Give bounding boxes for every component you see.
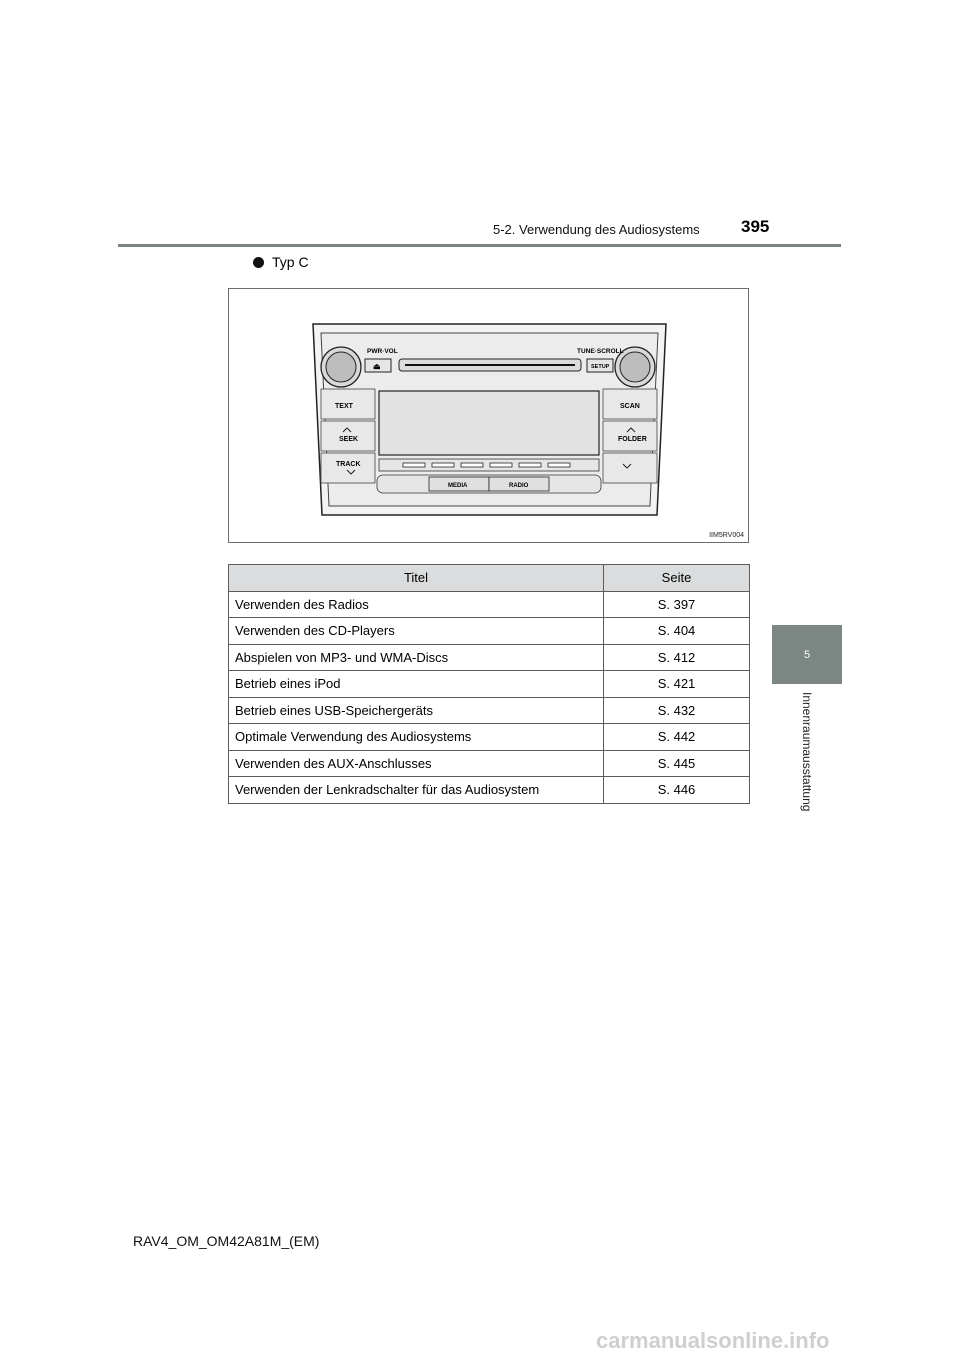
row-page: S. 397 xyxy=(604,591,750,618)
table-header-row xyxy=(229,565,750,592)
column-header-title: Titel xyxy=(229,565,604,592)
pwr-vol-knob[interactable] xyxy=(326,352,356,382)
display-screen xyxy=(379,391,599,455)
row-title: Betrieb eines USB-Speichergeräts xyxy=(229,697,604,724)
chapter-label: Innenraumausstattung xyxy=(800,692,814,812)
table-row xyxy=(229,777,750,804)
column-header-page: Seite xyxy=(604,565,750,592)
figure-code: IIM5RV004 xyxy=(709,532,744,539)
track-label: TRACK xyxy=(336,461,361,468)
pwr-vol-label: PWR·VOL xyxy=(367,348,398,355)
track-button[interactable] xyxy=(321,453,375,483)
row-title: Verwenden der Lenkradschalter für das Audiosystem xyxy=(229,777,604,804)
preset-button-5[interactable] xyxy=(519,463,541,467)
down-button[interactable] xyxy=(603,453,657,483)
document-code: RAV4_OM_OM42A81M_(EM) xyxy=(133,1233,320,1249)
audio-unit-illustration xyxy=(229,289,748,542)
header-divider xyxy=(118,244,841,247)
row-page: S. 432 xyxy=(604,697,750,724)
bullet-label: Typ C xyxy=(272,254,309,270)
chapter-tab: 5 xyxy=(772,625,842,684)
section-title: 5-2. Verwendung des Audiosystems xyxy=(493,222,700,237)
table-row xyxy=(229,618,750,645)
preset-button-6[interactable] xyxy=(548,463,570,467)
row-page: S. 421 xyxy=(604,671,750,698)
table-row xyxy=(229,724,750,751)
folder-label: FOLDER xyxy=(618,436,647,443)
table-row xyxy=(229,671,750,698)
reference-table xyxy=(228,564,750,804)
row-title: Optimale Verwendung des Audiosystems xyxy=(229,724,604,751)
row-page: S. 446 xyxy=(604,777,750,804)
seek-label: SEEK xyxy=(339,436,359,443)
audio-unit-figure xyxy=(228,288,749,543)
tune-scroll-knob[interactable] xyxy=(620,352,650,382)
row-title: Abspielen von MP3- und WMA-Discs xyxy=(229,644,604,671)
preset-button-4[interactable] xyxy=(490,463,512,467)
row-title: Betrieb eines iPod xyxy=(229,671,604,698)
row-title: Verwenden des CD-Players xyxy=(229,618,604,645)
table-row xyxy=(229,644,750,671)
table-row xyxy=(229,591,750,618)
row-page: S. 404 xyxy=(604,618,750,645)
radio-label: RADIO xyxy=(509,483,529,489)
row-title: Verwenden des AUX-Anschlusses xyxy=(229,750,604,777)
preset-button-1[interactable] xyxy=(403,463,425,467)
row-title: Verwenden des Radios xyxy=(229,591,604,618)
preset-button-2[interactable] xyxy=(432,463,454,467)
text-label: TEXT xyxy=(335,403,353,410)
bullet-icon xyxy=(253,257,264,268)
page-number: 395 xyxy=(741,217,770,236)
tune-scroll-label: TUNE·SCROLL xyxy=(577,348,624,355)
bullet-heading xyxy=(253,254,309,270)
row-page: S. 412 xyxy=(604,644,750,671)
watermark: carmanualsonline.info xyxy=(596,1328,830,1353)
media-label: MEDIA xyxy=(448,483,468,489)
row-page: S. 445 xyxy=(604,750,750,777)
row-page: S. 442 xyxy=(604,724,750,751)
table-row xyxy=(229,697,750,724)
eject-icon: ⏏ xyxy=(373,362,381,371)
table-row xyxy=(229,750,750,777)
setup-label: SETUP xyxy=(591,364,610,370)
scan-label: SCAN xyxy=(620,403,640,410)
preset-button-3[interactable] xyxy=(461,463,483,467)
